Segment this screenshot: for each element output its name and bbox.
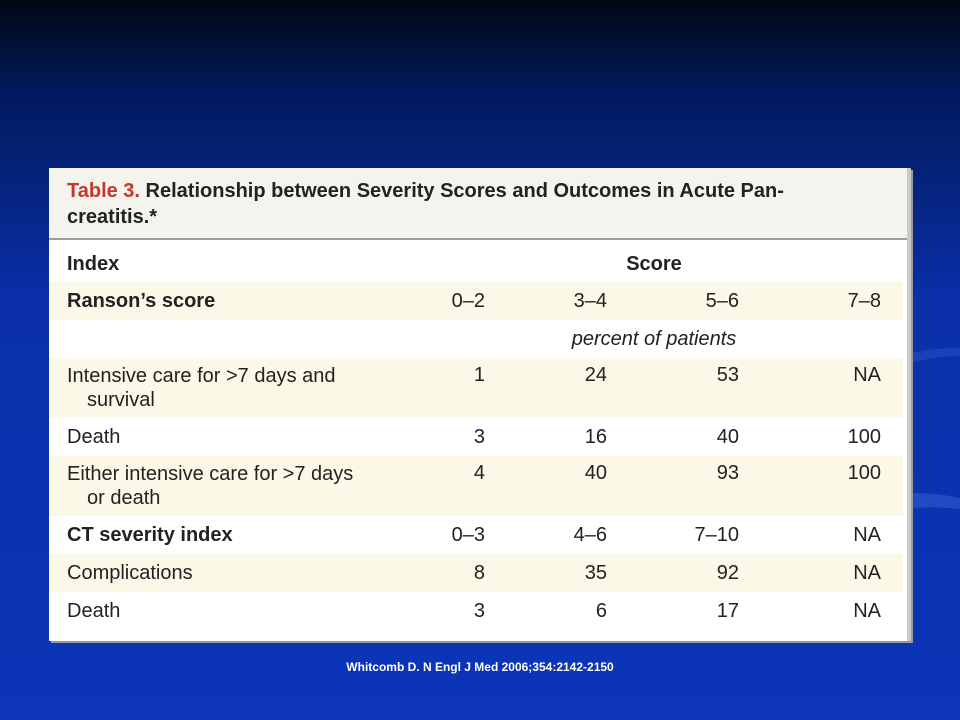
table-title-text: Relationship between Severity Scores and Outcomes in Acute Pan- bbox=[140, 180, 784, 202]
cell-value: 100 bbox=[847, 462, 881, 484]
table-row bbox=[49, 358, 903, 418]
ranson-range-3: 5–6 bbox=[705, 289, 739, 312]
row-label: Complications bbox=[67, 562, 193, 584]
cell-value: NA bbox=[853, 561, 881, 584]
cell-value: 53 bbox=[716, 364, 739, 386]
ranson-range-4: 7–8 bbox=[847, 289, 881, 312]
ranson-range-2: 3–4 bbox=[573, 289, 607, 312]
cell-value: 24 bbox=[584, 364, 607, 386]
cell-value: 8 bbox=[473, 561, 485, 584]
header-index: Index bbox=[67, 253, 120, 275]
unit-row bbox=[49, 320, 903, 358]
ct-severity-row bbox=[49, 516, 903, 554]
cell-value: 4 bbox=[473, 462, 485, 484]
table-row bbox=[49, 554, 903, 592]
table-row bbox=[49, 418, 903, 456]
row-label: Death bbox=[67, 600, 121, 622]
row-label bbox=[67, 456, 427, 516]
cell-value: 35 bbox=[584, 561, 607, 584]
ranson-range-1: 0–2 bbox=[451, 289, 485, 312]
cell-value: 3 bbox=[473, 599, 485, 622]
cell-value: NA bbox=[853, 599, 881, 622]
cell-value: 16 bbox=[584, 425, 607, 448]
cell-value: 40 bbox=[584, 462, 607, 484]
row-label-line2: or death bbox=[87, 487, 161, 509]
cell-value: 1 bbox=[473, 364, 485, 386]
ct-range-3: 7–10 bbox=[694, 523, 739, 546]
unit-label: percent of patients bbox=[571, 327, 737, 350]
row-label bbox=[67, 358, 427, 418]
cell-value: 3 bbox=[473, 425, 485, 448]
table-title bbox=[49, 168, 907, 240]
row-label-line1: Either intensive care for >7 days bbox=[67, 463, 354, 485]
header-score: Score bbox=[626, 252, 682, 275]
table-row bbox=[49, 592, 903, 630]
row-label: Death bbox=[67, 426, 121, 448]
ct-severity-label: CT severity index bbox=[67, 524, 233, 546]
table-row bbox=[49, 456, 903, 516]
table-title-text-line2: creatitis.* bbox=[67, 206, 158, 228]
cell-value: 100 bbox=[847, 425, 881, 448]
row-label-line1: Intensive care for >7 days and bbox=[67, 365, 336, 387]
cell-value: 17 bbox=[716, 599, 739, 622]
ranson-score-label: Ranson’s score bbox=[67, 290, 216, 312]
row-label-line2: survival bbox=[87, 389, 155, 411]
table-number: Table 3. bbox=[67, 180, 140, 202]
ct-range-1: 0–3 bbox=[451, 523, 485, 546]
ct-range-2: 4–6 bbox=[573, 523, 607, 546]
cell-value: 93 bbox=[716, 462, 739, 484]
citation: Whitcomb D. N Engl J Med 2006;354:2142-2150 bbox=[346, 660, 614, 674]
cell-value: 6 bbox=[595, 599, 607, 622]
cell-value: 92 bbox=[716, 561, 739, 584]
severity-table bbox=[49, 168, 911, 641]
ct-range-4: NA bbox=[853, 523, 881, 546]
cell-value: NA bbox=[853, 364, 881, 386]
cell-value: 40 bbox=[716, 425, 739, 448]
ranson-score-row bbox=[49, 282, 903, 320]
table-header-row bbox=[49, 246, 903, 282]
